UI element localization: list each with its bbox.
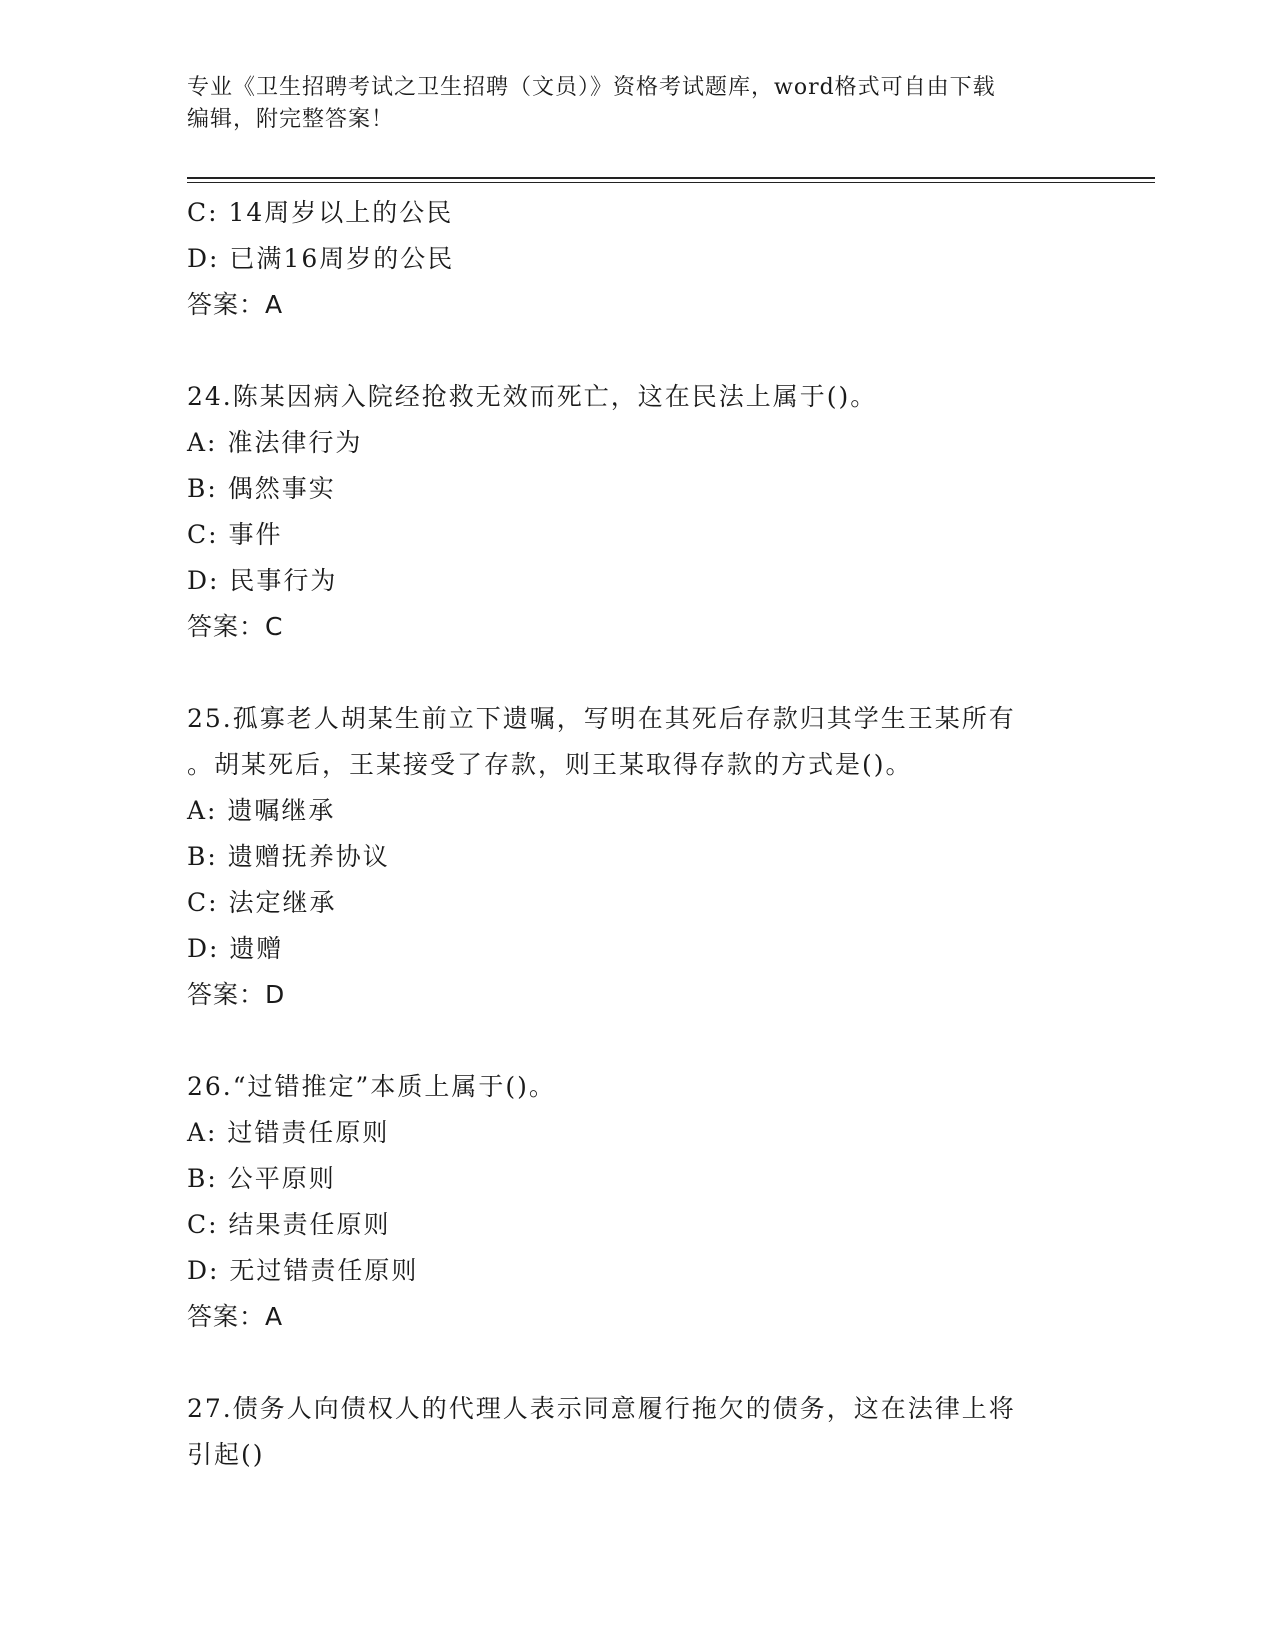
header-divider-thick <box>187 177 1155 179</box>
option-b: B: 公平原则 <box>187 1164 336 1193</box>
option-a: A: 遗嘱继承 <box>187 796 336 825</box>
document-header <box>187 72 1067 136</box>
option-b: B: 遗赠抚养协议 <box>187 842 390 871</box>
question-25 <box>187 696 1087 1018</box>
header-line-1: 专业《卫生招聘考试之卫生招聘（文员）》资格考试题库，word格式可自由下载 <box>187 75 996 100</box>
question-24 <box>187 374 1087 650</box>
question-26 <box>187 1064 1087 1340</box>
answer-line: 答案：A <box>187 1302 284 1331</box>
question-text: 27.债务人向债权人的代理人表示同意履行拖欠的债务，这在法律上将 <box>187 1394 1016 1423</box>
spacer <box>187 650 1087 696</box>
spacer <box>187 1018 1087 1064</box>
question-text-continued: 引起() <box>187 1440 265 1469</box>
option-d: D: 无过错责任原则 <box>187 1256 419 1285</box>
spacer <box>187 328 1087 374</box>
option-a: A: 过错责任原则 <box>187 1118 390 1147</box>
question-27 <box>187 1386 1087 1478</box>
answer-line: 答案：D <box>187 980 286 1009</box>
spacer <box>187 1340 1087 1386</box>
header-divider-thin <box>187 182 1155 183</box>
answer-line: 答案：A <box>187 290 284 319</box>
option-b: B: 偶然事实 <box>187 474 336 503</box>
question-text: 24.陈某因病入院经抢救无效而死亡，这在民法上属于()。 <box>187 382 878 411</box>
question-text: 25.孤寡老人胡某生前立下遗嘱，写明在其死后存款归其学生王某所有 <box>187 704 1016 733</box>
header-line-2: 编辑，附完整答案！ <box>187 107 395 132</box>
option-d: D: 民事行为 <box>187 566 338 595</box>
option-c: C: 事件 <box>187 520 283 549</box>
question-text: 26.“过错推定”本质上属于()。 <box>187 1072 556 1101</box>
option-c: C: 14周岁以上的公民 <box>187 198 454 227</box>
answer-line: 答案：C <box>187 612 284 641</box>
previous-question-fragment <box>187 190 1087 328</box>
option-d: D: 遗赠 <box>187 934 284 963</box>
question-content <box>187 190 1087 1478</box>
option-c: C: 法定继承 <box>187 888 337 917</box>
option-a: A: 准法律行为 <box>187 428 363 457</box>
option-d: D: 已满16周岁的公民 <box>187 244 455 273</box>
question-text-continued: 。胡某死后，王某接受了存款，则王某取得存款的方式是()。 <box>187 750 913 779</box>
option-c: C: 结果责任原则 <box>187 1210 391 1239</box>
